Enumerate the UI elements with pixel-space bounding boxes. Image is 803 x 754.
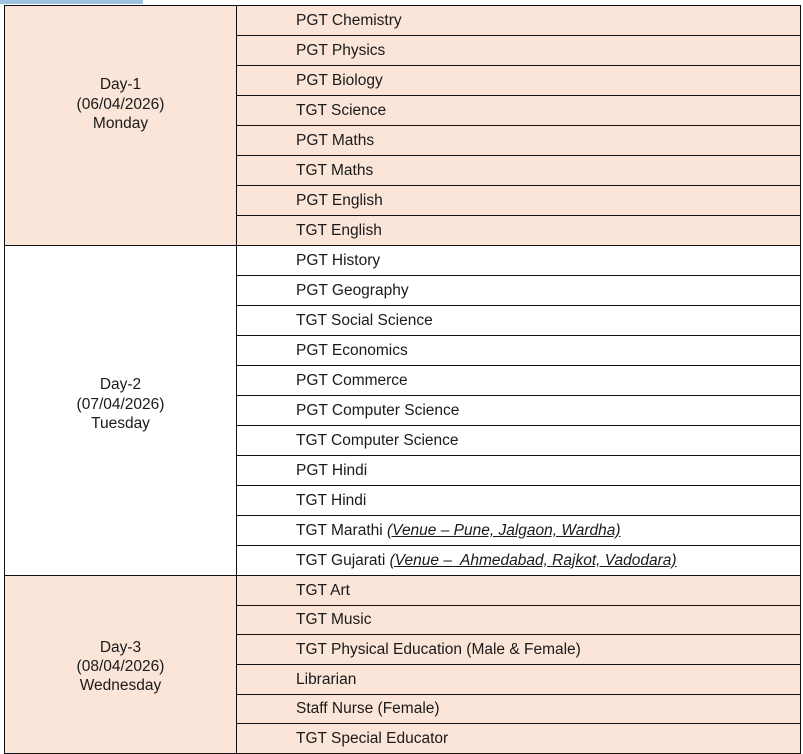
venue-note: (Venue – Pune, Jalgaon, Wardha) — [387, 521, 621, 539]
post-name: Staff Nurse (Female) — [237, 694, 801, 724]
post-name: TGT Maths — [237, 156, 801, 186]
post-name: PGT Geography — [237, 276, 801, 306]
post-name: PGT Computer Science — [237, 396, 801, 426]
post-name: TGT Hindi — [237, 486, 801, 516]
day-label: Day-2 — [99, 376, 142, 394]
day-weekday: Wednesday — [79, 677, 162, 695]
post-name: PGT Biology — [237, 66, 801, 96]
post-name: TGT Science — [237, 96, 801, 126]
exam-schedule-table — [4, 5, 801, 754]
day-date: (07/04/2026) — [76, 395, 165, 413]
post-name: TGT Gujarati — [296, 551, 386, 569]
venue-note: (Venue – Ahmedabad, Rajkot, Vadodara) — [389, 551, 677, 569]
post-name: PGT Physics — [237, 36, 801, 66]
day-weekday: Monday — [92, 115, 149, 133]
post-name: TGT Music — [237, 605, 801, 635]
day-label: Day-1 — [99, 76, 142, 94]
post-name: PGT English — [237, 186, 801, 216]
post-name: PGT History — [237, 246, 801, 276]
post-name: TGT Special Educator — [237, 724, 801, 754]
post-name: PGT Hindi — [237, 456, 801, 486]
post-name: TGT Physical Education (Male & Female) — [237, 635, 801, 665]
day-weekday: Tuesday — [91, 415, 150, 433]
day-label: Day-3 — [99, 638, 142, 656]
day-date: (06/04/2026) — [76, 95, 165, 113]
table-row — [5, 6, 801, 36]
post-cell-with-venue — [237, 546, 801, 576]
table-row — [5, 246, 801, 276]
day-3-cell — [5, 576, 237, 754]
post-name: TGT Marathi — [296, 521, 383, 539]
post-name: PGT Economics — [237, 336, 801, 366]
post-name: PGT Commerce — [237, 366, 801, 396]
day-1-cell — [5, 6, 237, 246]
day-date: (08/04/2026) — [76, 657, 165, 675]
post-name: TGT English — [237, 216, 801, 246]
top-decorative-strip — [0, 0, 143, 4]
table-row — [5, 576, 801, 606]
post-name: PGT Maths — [237, 126, 801, 156]
post-name: TGT Computer Science — [237, 426, 801, 456]
day-2-cell — [5, 246, 237, 576]
post-name: TGT Art — [237, 576, 801, 606]
post-cell-with-venue — [237, 516, 801, 546]
post-name: Librarian — [237, 665, 801, 695]
post-name: PGT Chemistry — [237, 6, 801, 36]
post-name: TGT Social Science — [237, 306, 801, 336]
